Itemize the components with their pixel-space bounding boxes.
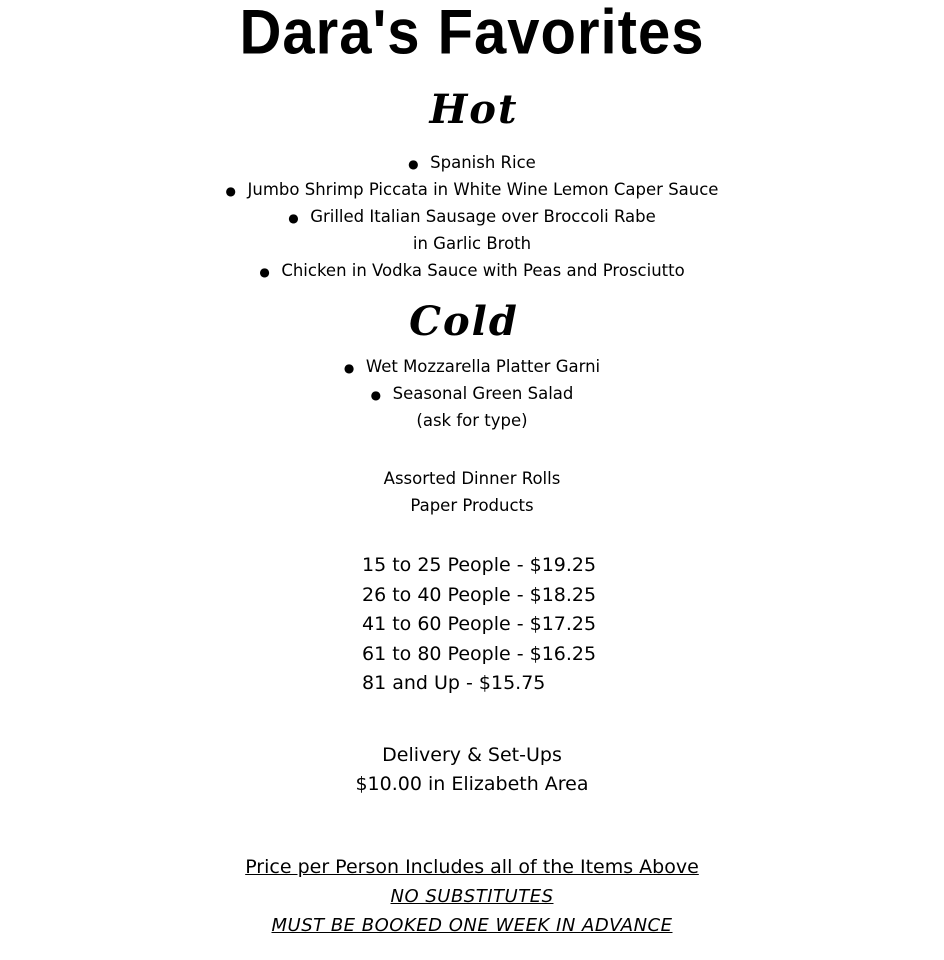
list-item-continuation: in Garlic Broth bbox=[412, 234, 532, 253]
list-item: ● Grilled Italian Sausage over Broccoli Rabe bbox=[0, 203, 944, 230]
delivery-block bbox=[0, 741, 944, 799]
delivery-price: $10.00 in Elizabeth Area bbox=[355, 773, 589, 795]
price-table bbox=[362, 551, 596, 699]
bullet-icon: ● bbox=[408, 157, 419, 171]
page-title: Dara's Favorites bbox=[239, 0, 705, 68]
price-row: 41 to 60 People - $17.25 bbox=[362, 613, 597, 635]
price-row: 15 to 25 People - $19.25 bbox=[362, 554, 597, 576]
hot-menu-list bbox=[0, 149, 944, 284]
list-item: ● Jumbo Shrimp Piccata in White Wine Lemon Caper Sauce bbox=[0, 176, 944, 203]
list-item: ● Chicken in Vodka Sauce with Peas and Prosciutto bbox=[0, 257, 944, 284]
bullet-icon: ● bbox=[225, 184, 237, 198]
bullet-icon: ● bbox=[343, 361, 355, 375]
note-includes: Price per Person Includes all of the Items Above bbox=[245, 856, 699, 878]
notes-block bbox=[0, 853, 944, 940]
price-row: 26 to 40 People - $18.25 bbox=[362, 583, 597, 606]
price-row: 61 to 80 People - $16.25 bbox=[362, 642, 597, 665]
extra-item: Assorted Dinner Rolls bbox=[383, 469, 561, 488]
extra-item: Paper Products bbox=[410, 496, 534, 515]
bullet-icon: ● bbox=[288, 211, 299, 225]
list-item: ● Wet Mozzarella Platter Garni bbox=[0, 353, 944, 380]
extras-block bbox=[0, 465, 944, 519]
price-row: 81 and Up - $15.75 bbox=[362, 672, 546, 694]
bullet-icon: ● bbox=[370, 388, 382, 402]
bullet-icon: ● bbox=[259, 265, 270, 279]
hot-heading: Hot bbox=[429, 86, 519, 133]
list-item: ● Seasonal Green Salad bbox=[0, 380, 944, 407]
note-no-substitutes: NO SUBSTITUTES bbox=[390, 886, 554, 907]
note-booking: MUST BE BOOKED ONE WEEK IN ADVANCE bbox=[271, 915, 673, 936]
cold-heading: Cold bbox=[409, 298, 519, 345]
list-item-continuation: (ask for type) bbox=[416, 411, 528, 430]
cold-menu-list bbox=[0, 353, 944, 434]
delivery-title: Delivery & Set-Ups bbox=[382, 744, 562, 766]
list-item: ● Spanish Rice bbox=[0, 149, 944, 176]
